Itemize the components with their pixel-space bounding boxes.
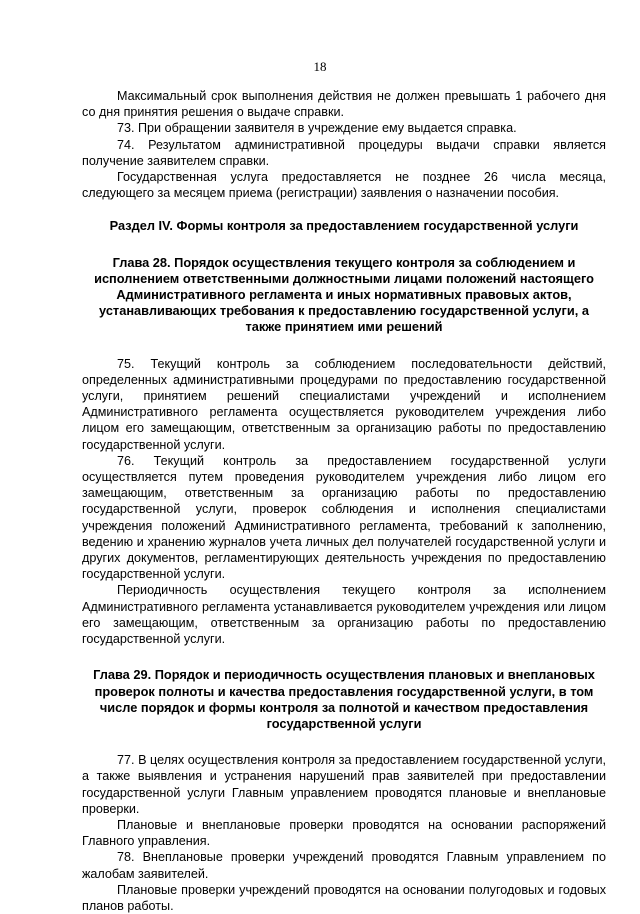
- paragraph-77: 77. В целях осуществления контроля за предоставлением государственной услуги, а также выявления и устранения нарушений прав заявителей при предоставлении государственной услуги Главным управлением проводятся плановые и внеплановые проверки.: [82, 753, 606, 816]
- section-heading: Раздел IV. Формы контроля за предоставлением государственной услуги: [109, 218, 579, 234]
- paragraph-74: 74. Результатом административной процедуры выдачи справки является получение заявителем справки.: [82, 137, 606, 168]
- chapter-28-heading: Глава 28. Порядок осуществления текущего контроля за соблюдением и исполнением ответственными должностными лицами положений настоящего Административного регламента и иных нормативных правовых актов, устанавливающих требования к предоставлению государственной услуги, а также принятием ими решений: [94, 254, 594, 335]
- paragraph-planned-inspections: Плановые проверки учреждений проводятся на основании полугодовых и годовых планов работы.: [82, 882, 606, 913]
- paragraph-76: 76. Текущий контроль за предоставлением государственной услуги осуществляется путем проведения руководителем учреждения либо лицом его замещающим, ответственным за организацию работы по предоставлению государственной услуги, проверок соблюдения и исполнения специалистами учреждения положений Административного регламента, требований к заполнению, ведению и хранению журналов учета личных дел получателей государственной услуги и других документов, регламентирующих деятельность учреждения по предоставлению государственной услуги.: [82, 453, 606, 582]
- paragraph-max-term: Максимальный срок выполнения действия не должен превышать 1 рабочего дня со дня принятия решения о выдаче справки.: [82, 89, 606, 120]
- paragraph-73: 73. При обращении заявителя в учреждение ему выдается справка.: [117, 121, 517, 136]
- spacer: [82, 336, 606, 356]
- paragraph-78: 78. Внеплановые проверки учреждений проводятся Главным управлением по жалобам заявителей.: [82, 850, 606, 881]
- paragraph-inspection-basis: Плановые и внеплановые проверки проводятся на основании распоряжений Главного управления.: [82, 817, 606, 849]
- paragraph-periodicity: Периодичность осуществления текущего контроля за исполнением Административного регламента устанавливается руководителем учреждения или лицом его замещающим, ответственным за организацию работы по предоставлению государственной услуги.: [82, 583, 606, 647]
- page-number: 18: [313, 59, 327, 74]
- spacer: [82, 732, 606, 752]
- spacer: [82, 235, 606, 255]
- spacer: [82, 647, 606, 667]
- chapter-29-heading: Глава 29. Порядок и периодичность осуществления плановых и внеплановых проверок полноты и качества предоставления государственной услуги, в том числе порядок и формы контроля за полнотой и качеством предоставления государственной услуги: [93, 667, 595, 731]
- document-body: [82, 88, 606, 914]
- spacer: [82, 201, 606, 218]
- paragraph-service-deadline: Государственная услуга предоставляется не позднее 26 числа месяца, следующего за месяцем приема (регистрации) заявления о назначении пособия.: [82, 170, 606, 201]
- paragraph-75: 75. Текущий контроль за соблюдением последовательности действий, определенных административными процедурами по предоставлению государственной услуги, принятием решений специалистами учреждений и исполнением Административного регламента осуществляется руководителем учреждения либо лицом его замещающим, ответственным за организацию работы по предоставлению государственной услуги.: [82, 356, 606, 452]
